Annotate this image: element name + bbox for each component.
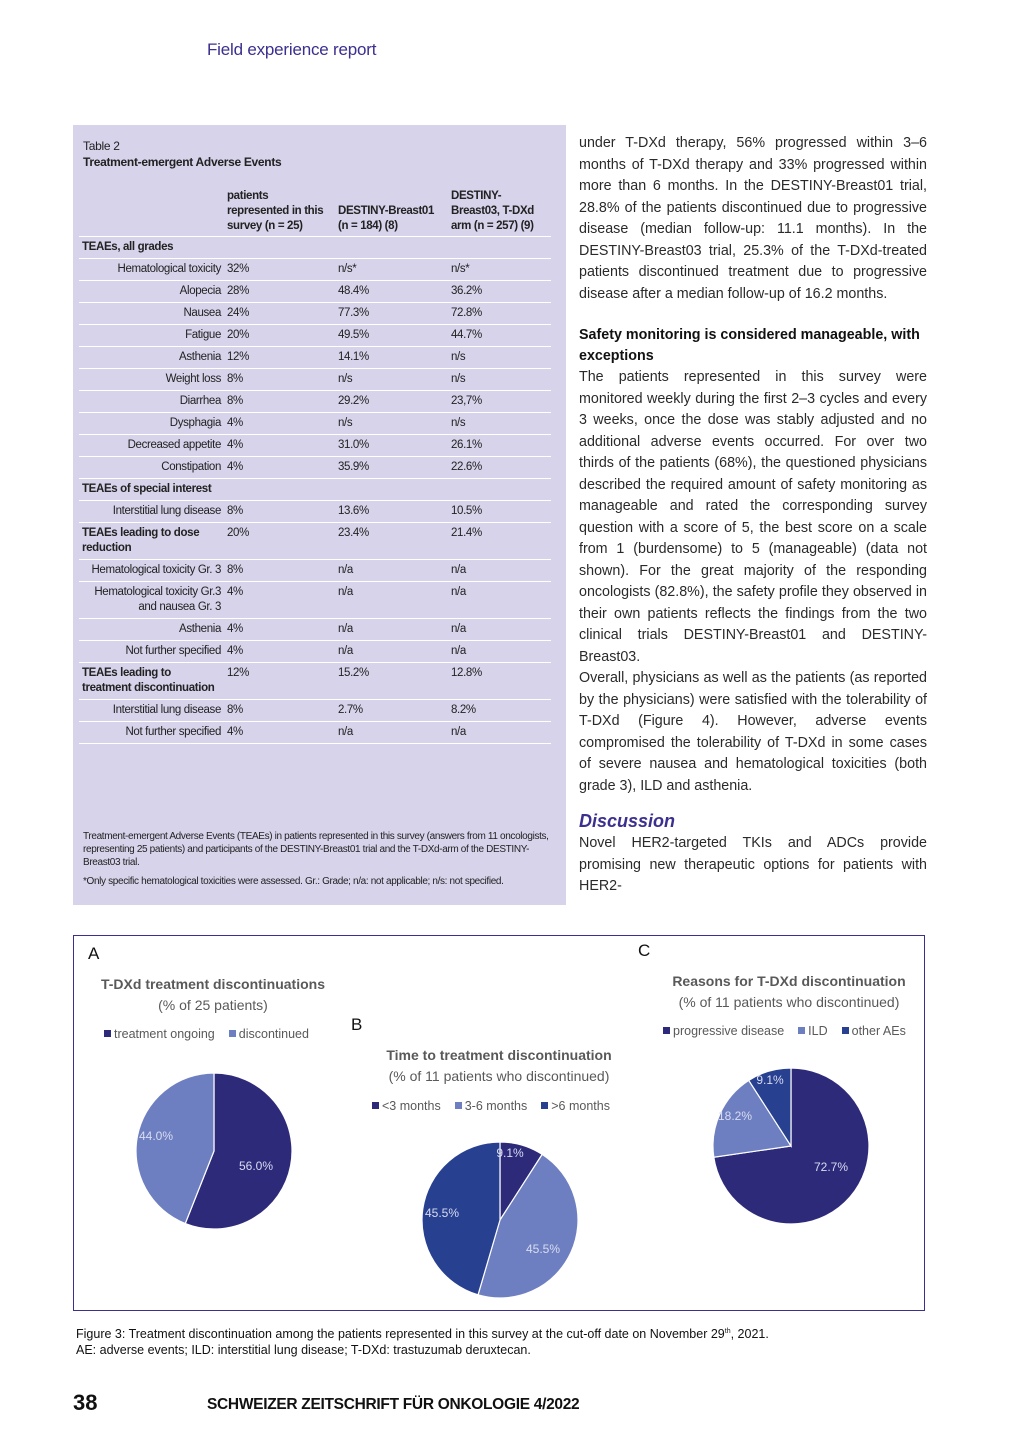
row-value: 31.0% [335,435,448,457]
row-value [335,479,448,501]
header-cell: patients represented in this survey (n = 25) [224,186,335,237]
row-value: 32% [224,259,335,281]
row-value: n/s* [335,259,448,281]
table-row [79,641,551,663]
row-value: 4% [224,619,335,641]
row-value: n/s [448,413,551,435]
row-value: n/s [448,347,551,369]
row-label: Constipation [79,457,224,479]
row-value: 15.2% [335,663,448,700]
pie-data-label: 9.1% [496,1146,524,1160]
row-value: 8% [224,391,335,413]
row-value: 8.2% [448,700,551,722]
legend-label: treatment ongoing [114,1027,215,1041]
row-value: 12% [224,663,335,700]
row-value: 77.3% [335,303,448,325]
row-value: n/s* [448,259,551,281]
paragraph: under T-DXd therapy, 56% progressed within 3–6 months of T-DXd therapy and 33% progressed within more than 6 months. In the DESTINY-Breast01 trial, 28.8% of the patients discontinued due to progressive disease (median follow-up: 11.1 months). In the DESTINY-Breast03 trial, 25.3% of the T-DXd-treated patients discontinued treatment due to progressive disease after a median follow-up of 16.2 months. [579,135,927,302]
table-row [79,369,551,391]
row-value: 8% [224,369,335,391]
legend-label: discontinued [238,1027,309,1041]
row-value: 4% [224,641,335,663]
legend-swatch [372,1102,379,1109]
paragraph: Overall, physicians as well as the patients (as reported by the physicians) were satisfied with the tolerability of T-DXd (Figure 4). However, adverse events compromised the tolerability of T-DXd in some cases of severe nausea and hematological toxicities (both grade 3), ILD and asthenia. [579,670,927,794]
table-row [79,582,551,619]
legend-swatch [663,1027,670,1034]
pie-data-label: 9.1% [756,1073,784,1087]
legend-item [541,1099,610,1113]
legend-label: progressive disease [673,1024,785,1038]
table-section-row [79,663,551,700]
row-value: n/s [335,369,448,391]
chart-b-pie [415,1135,585,1305]
chart-a-title-block [74,974,352,1016]
row-value: 28% [224,281,335,303]
table-row [79,303,551,325]
row-value: 8% [224,560,335,582]
row-label: TEAEs, all grades [79,237,224,259]
row-value: n/s [448,369,551,391]
body-column [579,133,927,898]
table-row [79,457,551,479]
row-value: 20% [224,523,335,560]
row-label: Nausea [79,303,224,325]
table-row [79,281,551,303]
row-label: TEAEs leading to treatment discontinuation [79,663,224,700]
row-value: 72.8% [448,303,551,325]
legend-label: ILD [808,1024,828,1038]
row-value: 4% [224,413,335,435]
header-cell: DESTINY-Breast01 (n = 184) (8) [335,186,448,237]
row-label: Weight loss [79,369,224,391]
table-row [79,501,551,523]
legend-swatch [104,1030,111,1037]
running-head: Field experience report [207,40,377,59]
chart-a-subtitle: (% of 25 patients) [158,997,268,1013]
caption-sup: th [724,1328,731,1335]
legend-item [455,1099,528,1113]
row-value: 29.2% [335,391,448,413]
journal-name: SCHWEIZER ZEITSCHRIFT FÜR ONKOLOGIE 4/2022 [207,1396,580,1413]
row-label: Diarrhea [79,391,224,413]
table-title: Treatment-emergent Adverse Events [83,155,282,169]
legend-label: 3-6 months [464,1099,528,1113]
row-value: 4% [224,722,335,744]
row-value: 8% [224,501,335,523]
row-value: 13.6% [335,501,448,523]
row-label: Hematological toxicity Gr. 3 [79,560,224,582]
legend-item [229,1027,309,1041]
paragraph: Novel HER2-targeted TKIs and ADCs provide promising new therapeutic options for patients with HER2- [579,835,927,894]
row-value: 4% [224,435,335,457]
row-value: 14.1% [335,347,448,369]
chart-c-title-block [644,971,934,1013]
table-row [79,391,551,413]
pie-data-label: 72.7% [813,1160,849,1174]
chart-a-pie [129,1066,299,1236]
row-label: Hematological toxicity [79,259,224,281]
chart-b-legend [372,1099,624,1113]
legend-swatch [842,1027,849,1034]
legend-label: <3 months [382,1099,441,1113]
discussion-heading: Discussion [579,811,676,831]
chart-a-title: T-DXd treatment discontinuations [100,976,325,992]
pie-data-label: 44.0% [138,1129,174,1143]
table-row [79,435,551,457]
table-panel [73,125,566,905]
row-label: Fatigue [79,325,224,347]
chart-c-title: Reasons for T-DXd discontinuation [672,973,906,989]
legend-item [842,1024,906,1038]
row-value: 23,7% [448,391,551,413]
paragraph: The patients represented in this survey were monitored weekly during the first 2–3 cycles and every 3 weeks, once the dose was stably adjusted and no additional adverse events occurred. For over two thirds of the patients (68%), the questioned physicians described the required amount of safety monitoring as manageable and rated the corresponding survey question with a score of 5, the best score on a scale from 1 (burdensome) to 5 (manageable) (data not shown). For the great majority of the responding oncologists (82.8%), the safety profile they observed in their own patients reflects the findings from the two clinical trials DESTINY-Breast01 and DESTINY-Breast03. [579,369,927,665]
row-value: 12% [224,347,335,369]
row-value: 8% [224,700,335,722]
table-row [79,259,551,281]
caption-text-end: , 2021. [730,1327,769,1342]
table-row [79,413,551,435]
chart-c-pie [706,1061,876,1231]
row-value: 49.5% [335,325,448,347]
row-value [335,237,448,259]
panel-letter-c: C [638,941,651,960]
row-value: 10.5% [448,501,551,523]
figure-caption-line2: AE: adverse events; ILD: interstitial lung disease; T-DXd: trastuzumab deruxtecan. [76,1343,531,1358]
row-value [224,479,335,501]
table-caption [83,138,281,170]
row-label: Interstitial lung disease [79,501,224,523]
row-label: Asthenia [79,619,224,641]
row-value: 26.1% [448,435,551,457]
row-label: TEAEs leading to dose reduction [79,523,224,560]
row-value: n/a [335,722,448,744]
row-value: n/a [448,722,551,744]
row-label: Not further specified [79,722,224,744]
table-row [79,619,551,641]
legend-item [798,1024,827,1038]
chart-b-title-block [354,1045,644,1087]
adverse-events-table [79,186,551,744]
chart-c-subtitle: (% of 11 patients who discontinued) [678,994,900,1010]
panel-letter-b: B [351,1015,363,1034]
figure-caption-line1 [76,1324,769,1342]
table-section-row [79,523,551,560]
row-label: TEAEs of special interest [79,479,224,501]
pie-data-label: 45.5% [424,1206,460,1220]
figure-caption [76,1324,769,1358]
table-label: Table 2 [83,139,120,153]
row-label: Hematological toxicity Gr.3 and nausea Gr. 3 [79,582,224,619]
row-value: n/a [448,641,551,663]
header-cell [79,186,224,237]
pie-data-label: 56.0% [238,1159,274,1173]
row-value: 23.4% [335,523,448,560]
chart-b-subtitle: (% of 11 patients who discontinued) [388,1068,610,1084]
row-value: 35.9% [335,457,448,479]
row-value: 21.4% [448,523,551,560]
row-value: 24% [224,303,335,325]
page-number: 38 [73,1390,98,1415]
table-section-row [79,479,551,501]
legend-swatch [798,1027,805,1034]
chart-a-legend [104,1027,323,1041]
legend-swatch [455,1102,462,1109]
legend-label: other AEs [851,1024,906,1038]
row-value: 4% [224,457,335,479]
chart-c-legend [663,1024,920,1038]
header-cell: DESTINY-Breast03, T-DXd arm (n = 257) (9) [448,186,551,237]
row-value: n/a [335,582,448,619]
table-footnote: *Only specific hematological toxicities were assessed. Gr.: Grade; n/a: not applicable; n/s: not specified. [83,876,504,887]
figure-3 [73,935,925,1311]
table-row [79,700,551,722]
table-row [79,722,551,744]
row-value: 4% [224,582,335,619]
section-heading: Safety monitoring is considered manageable, with exceptions [579,327,920,364]
row-value: 36.2% [448,281,551,303]
panel-letter-a: A [88,944,100,963]
row-value: 48.4% [335,281,448,303]
table-row [79,347,551,369]
row-value: n/a [335,560,448,582]
legend-swatch [541,1102,548,1109]
row-label: Not further specified [79,641,224,663]
table-row [79,325,551,347]
row-value: 44.7% [448,325,551,347]
caption-text: Figure 3: Treatment discontinuation among the patients represented in this survey at the cut-off date on November 29 [76,1327,725,1342]
legend-item [372,1099,441,1113]
pie-data-label: 45.5% [525,1242,561,1256]
row-value [448,479,551,501]
row-value: 2.7% [335,700,448,722]
legend-label: >6 months [551,1099,610,1113]
table-section-row [79,237,551,259]
row-label: Decreased appetite [79,435,224,457]
legend-item [663,1024,784,1038]
legend-item [104,1027,215,1041]
row-value: n/a [335,619,448,641]
row-value: n/a [448,619,551,641]
row-label: Asthenia [79,347,224,369]
row-label: Dysphagia [79,413,224,435]
row-value [224,237,335,259]
row-value: n/a [448,560,551,582]
table-footnote: Treatment-emergent Adverse Events (TEAEs) in patients represented in this survey (answers from 11 oncologists, representing 25 patients) and participants of the DESTINY-Breast01 trial and the T-DXd-arm of the DESTINY-Breast03 trial. [83,831,549,868]
row-value: 12.8% [448,663,551,700]
pie-data-label: 18.2% [717,1109,753,1123]
row-value: 22.6% [448,457,551,479]
row-label: Interstitial lung disease [79,700,224,722]
row-value: n/s [335,413,448,435]
row-value: n/a [448,582,551,619]
row-value [448,237,551,259]
table-row [79,560,551,582]
row-value: n/a [335,641,448,663]
row-value: 20% [224,325,335,347]
chart-b-title: Time to treatment discontinuation [386,1047,612,1063]
table-footnotes [83,830,553,894]
table-header-row [79,186,551,237]
legend-swatch [229,1030,236,1037]
row-label: Alopecia [79,281,224,303]
